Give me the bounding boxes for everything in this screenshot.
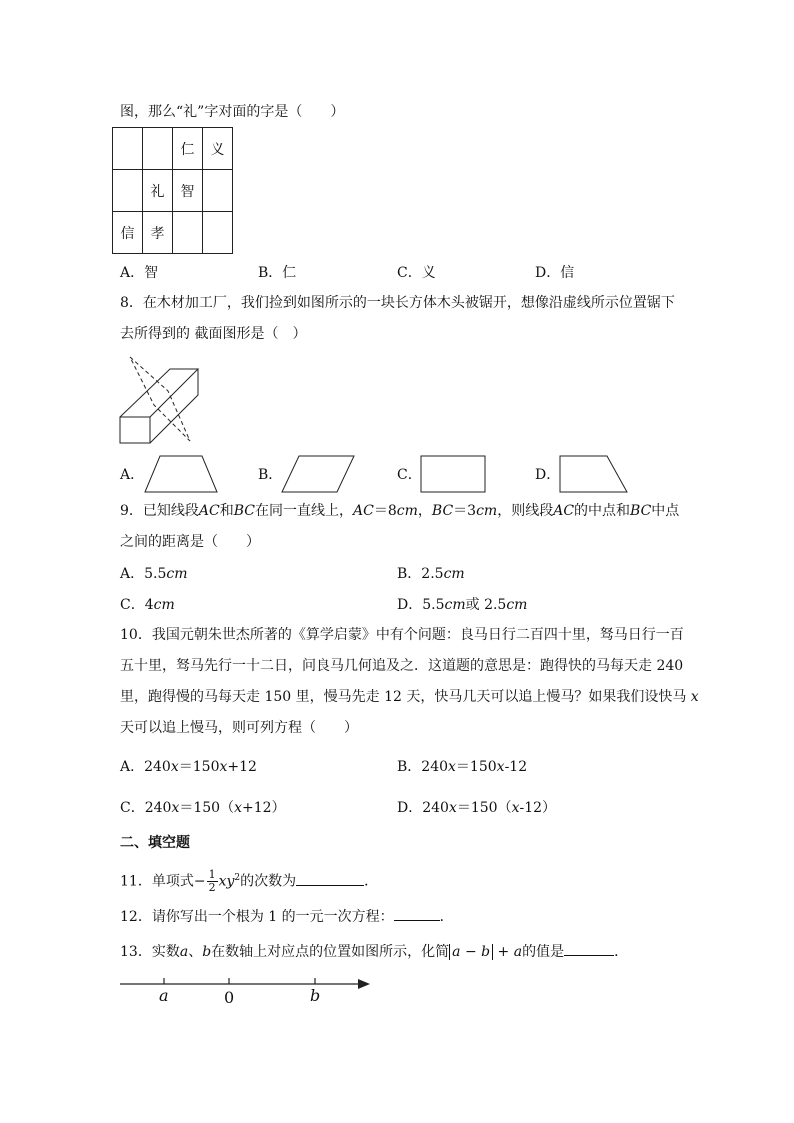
q10-stem-line1: 10．我国元朝朱世杰所著的《算学启蒙》中有个问题：良马日行二百四十里，驽马日行一百 [120, 627, 684, 643]
net-cell [143, 128, 173, 170]
q11-stem: 11．单项式− $\frac{1}{2}$ $xy^2$的次数为 ． [120, 868, 379, 895]
answer-blank[interactable] [394, 907, 440, 921]
q8-option-a-label[interactable]: A． [120, 467, 145, 483]
q13-stem: 13．实数a、b在数轴上对应点的位置如图所示，化简 a − b + a的值是 ． [120, 944, 629, 960]
abs-value-expr: a − b [449, 944, 493, 960]
q8-option-c-label[interactable]: C． [397, 467, 422, 483]
q7-option-a[interactable]: A．智 [120, 265, 159, 281]
net-cell: 孝 [143, 212, 173, 254]
q8-stem-line2: 去所得到的 截面图形是（ ） [120, 326, 307, 342]
net-cell [203, 170, 233, 212]
net-cell [113, 170, 143, 212]
q7-option-d[interactable]: D．信 [535, 265, 575, 281]
answer-blank[interactable] [296, 872, 364, 886]
net-cell: 仁 [173, 128, 203, 170]
number-line-label-b: b [310, 986, 321, 1005]
net-cell [113, 128, 143, 170]
fraction: $\frac{1}{2}$ [208, 868, 216, 895]
q9-option-d[interactable]: D．5.5cm或 2.5cm [397, 597, 528, 613]
q10-option-b[interactable]: B．240x＝150x-12 [397, 759, 528, 775]
q7-stem: 图，那么“礼”字对面的字是（ ） [120, 104, 345, 120]
net-cell [203, 212, 233, 254]
q9-stem-line1: 9．已知线段AC和BC在同一直线上，AC＝8cm，BC＝3cm，则线段AC的中点和BC中点 [120, 503, 680, 519]
q8-stem-line1: 8．在木材加工厂，我们捡到如图所示的一块长方体木头被锯开，想像沿虚线所示位置锯下 [120, 295, 675, 311]
net-cell: 智 [173, 170, 203, 212]
q10-option-a[interactable]: A．240x＝150x+12 [120, 759, 257, 775]
number-line-label-a: a [159, 986, 169, 1005]
net-cell [173, 212, 203, 254]
q9-option-a[interactable]: A．5.5cm [120, 566, 188, 582]
net-cell: 义 [203, 128, 233, 170]
answer-blank[interactable] [564, 942, 614, 956]
q10-stem-line3: 里，跑得慢的马每天走 150 里，慢马先走 12 天，快马几天可以追上慢马？如果我们设快马 x [120, 689, 699, 705]
q10-stem-line2: 五十里，驽马先行一十二日，问良马几何追及之．这道题的意思是：跑得快的马每天走 240 [120, 658, 684, 674]
q10-stem-line4: 天可以追上慢马，则可列方程（ ） [120, 720, 358, 736]
shape-rectangle-icon[interactable] [420, 455, 486, 493]
q8-option-d-label[interactable]: D． [535, 467, 561, 483]
q8-option-b-label[interactable]: B． [258, 467, 283, 483]
number-line-label-zero: 0 [224, 988, 235, 1007]
cube-net-grid [112, 127, 233, 254]
q7-option-c[interactable]: C．义 [397, 265, 436, 281]
q9-option-c[interactable]: C．4cm [120, 597, 175, 613]
q12-stem: 12．请你写出一个根为 1 的一元一次方程： ． [120, 909, 454, 925]
net-cell: 礼 [143, 170, 173, 212]
section-heading-fill-blank: 二、填空题 [120, 835, 190, 851]
q9-option-b[interactable]: B．2.5cm [397, 566, 465, 582]
number-line [118, 972, 378, 1012]
q9-stem-line2: 之间的距离是（ ） [120, 534, 260, 550]
cuboid-figure [118, 355, 218, 445]
shape-parallelogram-icon[interactable] [281, 455, 355, 493]
number-line-arrow-icon [358, 979, 370, 989]
net-cell: 信 [113, 212, 143, 254]
q7-option-b[interactable]: B．仁 [258, 265, 297, 281]
q10-option-c[interactable]: C．240x＝150（x+12） [120, 800, 286, 816]
shape-right-trapezoid-icon[interactable] [559, 455, 629, 493]
q10-option-d[interactable]: D．240x＝150（x-12） [397, 800, 557, 816]
shape-trapezoid-icon[interactable] [144, 455, 218, 493]
